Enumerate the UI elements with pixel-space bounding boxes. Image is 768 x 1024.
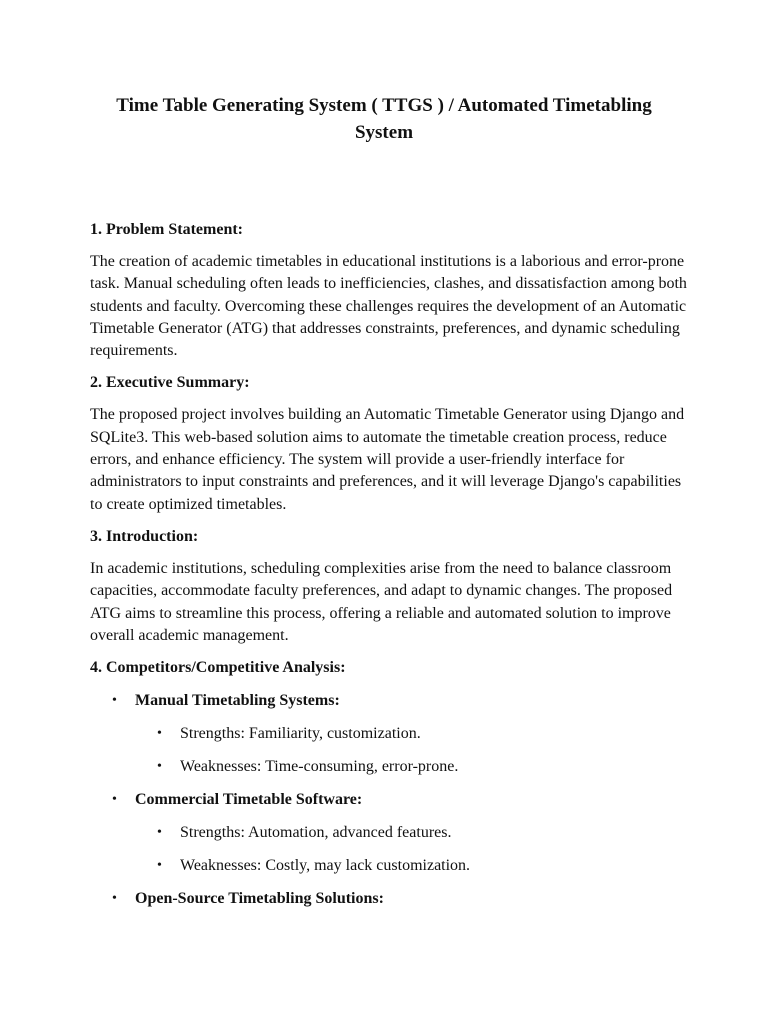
point-text: Weaknesses: Costly, may lack customization.: [180, 857, 471, 875]
competitor-item: [90, 788, 688, 878]
section-executive-summary: [90, 371, 688, 515]
competitor-point: [135, 722, 688, 746]
competitor-label: Open-Source Timetabling Solutions:: [135, 890, 384, 908]
competitor-point: [135, 821, 688, 845]
competitor-label: Manual Timetabling Systems:: [135, 692, 340, 710]
bullet-icon: •: [157, 858, 162, 874]
competitor-points: [135, 722, 688, 779]
section-body: The proposed project involves building an Automatic Timetable Generator using Django and SQLite3. This web-based solution aims to automate the timetable creation process, reduce errors, and enhance efficiency. The system will provide a user-friendly interface for administrators to input constraints and preferences, and it will leverage Django's capabilities to create optimized timetables.: [90, 406, 685, 513]
section-problem-statement: [90, 218, 688, 362]
bullet-icon: •: [112, 891, 117, 907]
bullet-icon: •: [157, 759, 162, 775]
point-text: Strengths: Automation, advanced features.: [180, 824, 452, 842]
document-content: [90, 218, 688, 920]
document-title: Time Table Generating System ( TTGS ) / Automated Timetabling System: [116, 95, 652, 143]
competitor-list: [90, 689, 688, 911]
section-body: The creation of academic timetables in educational institutions is a laborious and error-prone task. Manual scheduling often leads to inefficiencies, clashes, and dissatisfaction among both students and faculty. Overcoming these challenges requires the development of an Automatic Timetable Generator (ATG) that addresses constraints, preferences, and dynamic scheduling requirements.: [90, 253, 687, 360]
section-heading: 3. Introduction:: [90, 527, 199, 545]
competitor-item: [90, 887, 688, 911]
bullet-icon: •: [157, 726, 162, 742]
section-introduction: [90, 525, 688, 647]
section-heading: 2. Executive Summary:: [90, 374, 250, 392]
competitor-item: [90, 689, 688, 779]
competitor-point: [135, 755, 688, 779]
section-body: In academic institutions, scheduling complexities arise from the need to balance classroom capacities, accommodate faculty preferences, and adapt to dynamic changes. The proposed ATG aims to streamline this process, offering a reliable and automated solution to improve overall academic management.: [90, 559, 673, 644]
competitor-point: [135, 854, 688, 878]
competitor-label: Commercial Timetable Software:: [135, 791, 363, 809]
section-heading: 1. Problem Statement:: [90, 221, 243, 238]
bullet-icon: •: [157, 825, 162, 841]
bullet-icon: •: [112, 792, 117, 808]
competitor-points: [135, 821, 688, 878]
section-competitive-analysis: [90, 656, 688, 911]
bullet-icon: •: [112, 693, 117, 709]
section-heading: 4. Competitors/Competitive Analysis:: [90, 659, 346, 677]
point-text: Weaknesses: Time-consuming, error-prone.: [180, 758, 459, 776]
point-text: Strengths: Familiarity, customization.: [180, 725, 421, 743]
